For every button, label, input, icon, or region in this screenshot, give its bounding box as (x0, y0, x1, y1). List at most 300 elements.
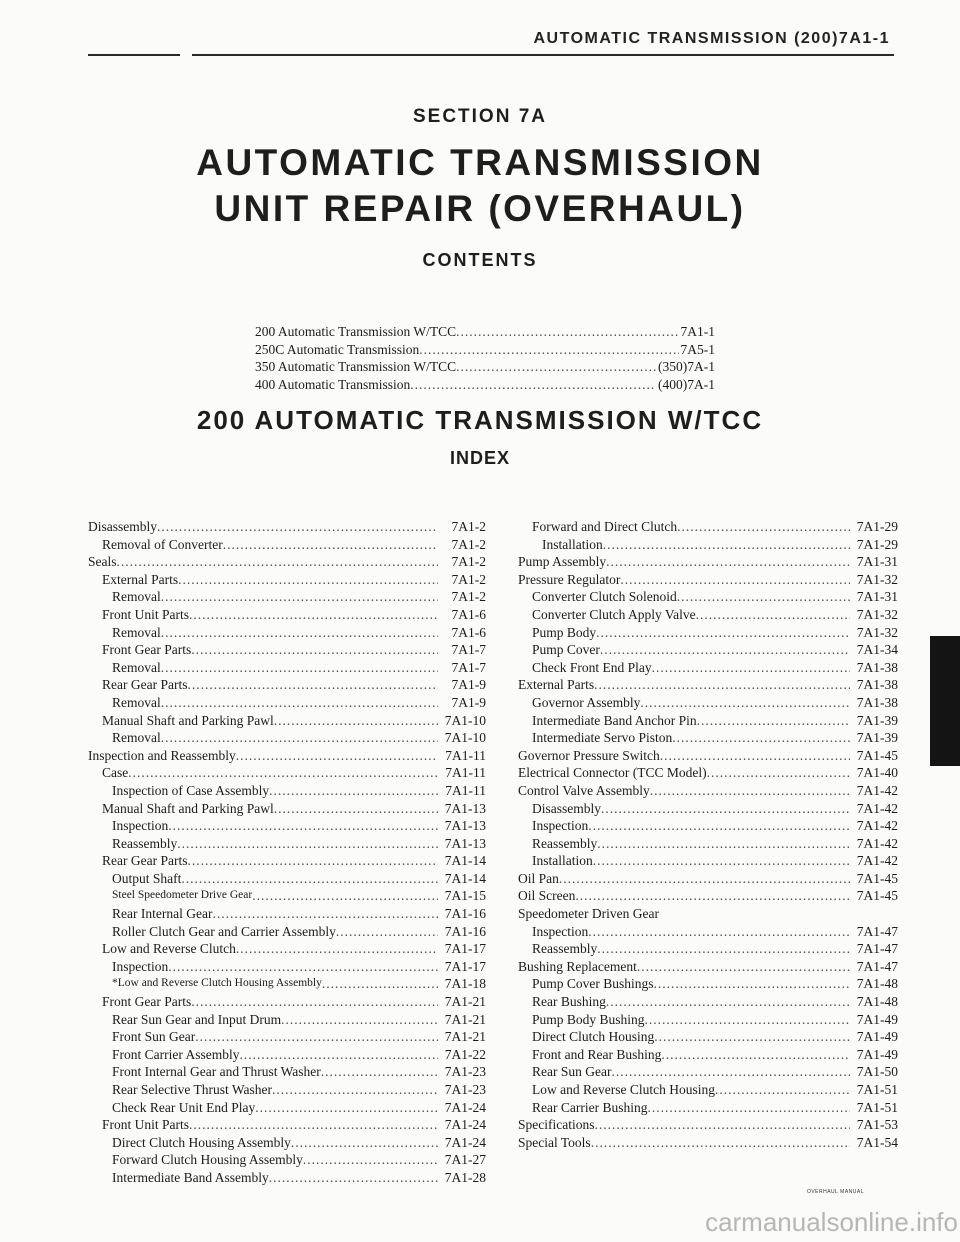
section-label: SECTION 7A (412, 106, 548, 127)
index-entry[interactable] (88, 729, 486, 747)
leader-dots (178, 571, 438, 589)
index-column-left (88, 518, 486, 1187)
index-entry[interactable] (88, 905, 486, 923)
index-entry-title: Converter Clutch Solenoid (532, 589, 677, 605)
contents-list (255, 323, 715, 393)
index-entry[interactable] (88, 571, 486, 589)
index-entry-title: Rear Bushing (532, 994, 606, 1010)
leader-dots (272, 1081, 438, 1099)
index-entry[interactable] (518, 624, 898, 642)
leader-dots (161, 659, 438, 677)
index-entry-page: 7A1-47 (856, 923, 898, 939)
index-entry-page: 7A1-38 (856, 677, 898, 693)
index-entry[interactable] (518, 518, 898, 536)
main-title-line-1: AUTOMATIC TRANSMISSION (196, 142, 764, 183)
leader-dots (274, 800, 438, 818)
main-title-line-2: UNIT REPAIR (OVERHAUL) (214, 188, 746, 229)
index-entry[interactable] (518, 817, 898, 835)
index-entry[interactable] (518, 729, 898, 747)
leader-dots (212, 905, 438, 923)
index-entry-page: 7A1-27 (444, 1152, 486, 1168)
leader-dots (652, 659, 850, 677)
index-entry-title: Direct Clutch Housing (532, 1029, 655, 1045)
index-entry-title: Low and Reverse Clutch Housing (532, 1082, 715, 1097)
index-entry[interactable] (88, 1011, 486, 1029)
index-entry[interactable] (518, 1028, 898, 1046)
subsection-title: 200 AUTOMATIC TRANSMISSION W/TCC (196, 405, 764, 435)
index-entry[interactable] (88, 1134, 486, 1152)
index-entry-page: 7A1-7 (451, 642, 486, 658)
index-entry[interactable] (88, 817, 486, 835)
index-entry-title: Removal (112, 730, 161, 746)
leader-dots (601, 800, 850, 818)
index-entry-page: 7A1-11 (445, 765, 486, 781)
index-entry[interactable] (88, 923, 486, 941)
index-entry[interactable] (88, 1046, 486, 1064)
index-entry-page: 7A1-32 (856, 571, 898, 587)
leader-dots (660, 747, 850, 765)
leader-dots (677, 518, 850, 536)
leader-dots (697, 712, 850, 730)
index-entry-page (850, 905, 898, 923)
index-entry[interactable] (88, 1028, 486, 1046)
index-entry-page: 7A1-2 (451, 554, 486, 570)
leader-dots (596, 624, 850, 642)
index-entry[interactable] (518, 747, 898, 765)
index-entry-title: Electrical Connector (TCC Model) (518, 765, 707, 781)
index-entry[interactable] (518, 852, 898, 870)
index-entry[interactable] (518, 923, 898, 941)
index-entry-page: 7A1-47 (856, 941, 898, 957)
index-entry-page: 7A1-38 (856, 694, 898, 710)
index-entry[interactable] (518, 870, 898, 888)
index-entry[interactable] (88, 1151, 486, 1169)
leader-dots (236, 940, 438, 958)
index-entry[interactable] (88, 553, 486, 571)
index-entry-page: 7A1-49 (856, 1029, 898, 1045)
index-entry-page: 7A1-42 (856, 782, 898, 798)
leader-dots (597, 940, 850, 958)
index-entry-title: Converter Clutch Apply Valve (532, 606, 696, 622)
index-entry[interactable] (518, 887, 898, 905)
leader-dots (593, 852, 850, 870)
index-entry-page: 7A1-29 (856, 536, 898, 552)
index-entry-page: 7A1-42 (856, 800, 898, 816)
index-entry-page: 7A1-32 (856, 606, 898, 622)
leader-dots (707, 764, 850, 782)
index-entry-title: Inspection of Case Assembly (112, 782, 270, 798)
index-entry-page: 7A1-17 (444, 941, 486, 957)
index-entry-page: 7A1-42 (856, 835, 898, 851)
index-entry[interactable] (88, 975, 486, 993)
index-entry-page: 7A1-21 (444, 1011, 486, 1027)
leader-dots (322, 975, 438, 993)
index-entry[interactable] (518, 800, 898, 818)
index-entry-title: Removal (112, 589, 161, 605)
contents-entry-page: (400)7A-1 (658, 376, 715, 392)
index-entry[interactable] (88, 518, 486, 536)
leader-dots (696, 606, 850, 624)
index-entry-page: 7A1-48 (856, 976, 898, 992)
index-entry-title: Roller Clutch Gear and Carrier Assembly (112, 923, 336, 939)
leader-dots (456, 323, 678, 341)
index-entry-page: 7A1-23 (444, 1064, 486, 1080)
index-entry-page: 7A1-47 (856, 958, 898, 974)
index-entry-title: Rear Sun Gear and Input Drum (112, 1011, 282, 1027)
index-entry-title: Rear Selective Thrust Washer (112, 1082, 272, 1097)
index-entry-page: 7A1-51 (856, 1082, 898, 1097)
leader-dots (654, 1028, 850, 1046)
index-entry[interactable] (88, 887, 486, 905)
index-entry[interactable] (88, 958, 486, 976)
leader-dots (269, 782, 438, 800)
index-entry-title: Reassembly (532, 835, 598, 851)
index-entry-title: Disassembly (532, 800, 601, 816)
index-entry-page: 7A1-10 (444, 730, 486, 746)
index-entry[interactable] (88, 782, 486, 800)
running-header (0, 0, 960, 70)
index-entry[interactable] (518, 782, 898, 800)
index-entry[interactable] (518, 1063, 898, 1081)
leader-dots (661, 1046, 850, 1064)
leader-dots (195, 1028, 438, 1046)
contents-entry-title: 200 Automatic Transmission W/TCC (255, 324, 457, 339)
index-entry-page: 7A1-51 (856, 1099, 898, 1115)
index-entry[interactable] (88, 712, 486, 730)
index-entry-title: Oil Screen (518, 888, 576, 904)
leader-dots (240, 1046, 439, 1064)
leader-dots (594, 1116, 850, 1134)
leader-dots (603, 536, 850, 554)
index-entry[interactable] (88, 676, 486, 694)
index-entry-page: 7A1-23 (444, 1082, 486, 1097)
index-entry[interactable] (518, 764, 898, 782)
index-entry-page: 7A1-6 (451, 624, 486, 640)
index-entry-title: External Parts (102, 571, 179, 587)
index-entry[interactable] (518, 694, 898, 712)
index-entry-page: 7A1-13 (444, 835, 486, 851)
index-entry-page: 7A1-39 (856, 730, 898, 746)
index-entry[interactable] (518, 1116, 898, 1134)
index-entry-page: 7A1-45 (856, 747, 898, 763)
index-entry-page: 7A1-9 (451, 677, 486, 693)
index-entry-title: Check Front End Play (532, 659, 652, 675)
index-entry[interactable] (518, 1099, 898, 1117)
running-header-title: AUTOMATIC TRANSMISSION (200)7A1-1 (533, 30, 890, 47)
index-entry[interactable] (518, 993, 898, 1011)
leader-dots (647, 1099, 850, 1117)
index-entry-title: Governor Pressure Switch (518, 747, 660, 763)
index-entry[interactable] (88, 747, 486, 765)
leader-dots (410, 376, 656, 394)
index-entry-title: External Parts (518, 677, 595, 693)
index-entry-page: 7A1-42 (856, 818, 898, 834)
index-entry-page: 7A1-14 (444, 853, 486, 869)
index-entry[interactable] (88, 1116, 486, 1134)
leader-dots (588, 817, 850, 835)
index-entry-title: Special Tools (518, 1134, 591, 1150)
index-entry[interactable] (88, 940, 486, 958)
index-entry-page: 7A1-15 (444, 888, 486, 904)
index-entry-page: 7A1-13 (444, 818, 486, 834)
leader-dots (715, 1081, 850, 1099)
index-entry[interactable] (518, 1046, 898, 1064)
contents-entry[interactable] (255, 323, 715, 341)
index-entry-title: Front Carrier Assembly (112, 1046, 240, 1062)
contents-entry[interactable] (255, 341, 715, 359)
leader-dots (575, 887, 850, 905)
index-entry[interactable] (88, 835, 486, 853)
index-entry[interactable] (518, 641, 898, 659)
index-entry[interactable] (518, 835, 898, 853)
index-entry-page: 7A1-11 (445, 782, 486, 798)
index-entry[interactable] (518, 588, 898, 606)
index-entry[interactable] (518, 676, 898, 694)
contents-heading: CONTENTS (422, 250, 538, 270)
index-entry[interactable] (518, 940, 898, 958)
index-entry-page: 7A1-9 (451, 694, 486, 710)
index-entry-title: Front and Rear Bushing (532, 1046, 662, 1062)
index-entry-title: Removal (112, 659, 161, 675)
index-entry-page: 7A1-45 (856, 870, 898, 886)
index-entry-page: 7A1-16 (444, 923, 486, 939)
leader-dots (191, 993, 438, 1011)
index-entry-page: 7A1-22 (444, 1046, 486, 1062)
header-rule (88, 54, 894, 56)
index-entry-title: Specifications (518, 1117, 595, 1133)
index-entry-title: Removal (112, 624, 161, 640)
index-entry[interactable] (88, 606, 486, 624)
index-entry-title: Seals (88, 554, 117, 570)
leader-dots (336, 923, 438, 941)
index-entry-title: Case (102, 765, 129, 781)
index-entry[interactable] (88, 641, 486, 659)
index-entry-title: Manual Shaft and Parking Pawl (102, 800, 274, 816)
leader-dots (128, 764, 438, 782)
leader-dots (117, 553, 439, 571)
index-entry-title: Removal of Converter (102, 536, 223, 552)
index-entry[interactable] (88, 694, 486, 712)
index-entry-page: 7A1-24 (444, 1134, 486, 1150)
index-entry-title: Reassembly (532, 941, 598, 957)
index-entry-page: 7A1-42 (856, 853, 898, 869)
contents-entry-title: 350 Automatic Transmission W/TCC (255, 359, 457, 374)
leader-dots (161, 624, 438, 642)
leader-dots (161, 694, 438, 712)
leader-dots (597, 835, 850, 853)
contents-entry-page: 7A5-1 (680, 341, 715, 357)
index-entry-title: Output Shaft (112, 870, 182, 886)
leader-dots (645, 1011, 850, 1029)
index-entry-title: Rear Sun Gear (532, 1064, 612, 1080)
leader-dots (255, 1099, 438, 1117)
index-entry[interactable] (88, 1063, 486, 1081)
index-entry-page: 7A1-14 (444, 870, 486, 886)
index-entry-page: 7A1-24 (444, 1099, 486, 1115)
leader-dots (672, 729, 850, 747)
leader-dots (611, 1063, 850, 1081)
leader-dots (640, 694, 850, 712)
index-entry-title: Inspection and Reassembly (88, 747, 236, 763)
index-column-right (518, 518, 898, 1151)
index-entry-title: Pressure Regulator (518, 571, 621, 587)
leader-dots (588, 923, 850, 941)
index-entry[interactable] (518, 606, 898, 624)
index-entry-title: Pump Body (532, 624, 597, 640)
leader-dots (252, 887, 438, 905)
leader-dots (161, 588, 438, 606)
contents-entry[interactable] (255, 376, 715, 394)
leader-dots (187, 676, 438, 694)
index-entry[interactable] (88, 852, 486, 870)
leader-dots (303, 1151, 438, 1169)
index-entry-title: Intermediate Band Assembly (112, 1169, 269, 1185)
leader-dots (591, 1134, 850, 1152)
index-entry[interactable] (88, 536, 486, 554)
index-entry-title: Installation (532, 853, 593, 869)
index-entry[interactable] (518, 1081, 898, 1099)
index-entry-page: 7A1-50 (856, 1064, 898, 1080)
index-entry-page: 7A1-13 (444, 800, 486, 816)
leader-dots (236, 747, 438, 765)
index-entry-title: Rear Gear Parts (102, 677, 188, 693)
index-entry[interactable] (88, 659, 486, 677)
leader-dots (223, 536, 438, 554)
leader-dots (677, 588, 850, 606)
index-entry[interactable] (518, 659, 898, 677)
index-entry-page: 7A1-32 (856, 624, 898, 640)
index-entry-page: 7A1-2 (451, 519, 486, 534)
index-entry-title: Speedometer Driven Gear (518, 906, 659, 922)
leader-dots (620, 571, 850, 589)
index-entry-page: 7A1-54 (856, 1134, 898, 1150)
leader-dots (274, 712, 438, 730)
index-entry[interactable] (518, 1134, 898, 1152)
index-entry-page: 7A1-10 (444, 712, 486, 728)
index-entry[interactable] (518, 975, 898, 993)
index-entry-title: Front Gear Parts (102, 642, 192, 658)
index-entry[interactable] (88, 1081, 486, 1099)
leader-dots (600, 641, 850, 659)
index-entry-title: Rear Carrier Bushing (532, 1099, 648, 1115)
index-entry-title: Front Sun Gear (112, 1029, 196, 1045)
watermark: carmanualsonline.info (705, 1207, 958, 1237)
index-entry-title: Front Gear Parts (102, 994, 192, 1010)
index-entry-page: 7A1-16 (444, 906, 486, 922)
index-entry-title: Front Unit Parts (102, 1117, 190, 1133)
index-entry[interactable] (88, 624, 486, 642)
index-entry[interactable] (518, 1011, 898, 1029)
index-entry-title: Installation (542, 536, 603, 552)
leader-dots (594, 676, 850, 694)
index-entry-title: Inspection (112, 958, 169, 974)
index-entry-title: Manual Shaft and Parking Pawl (102, 712, 274, 728)
main-title (0, 140, 960, 232)
index-entry-page: 7A1-21 (444, 1029, 486, 1045)
index-entry-title: Removal (112, 694, 161, 710)
index-entry[interactable] (88, 993, 486, 1011)
index-entry[interactable] (88, 588, 486, 606)
contents-entry[interactable] (255, 358, 715, 376)
index-entry-title: Rear Gear Parts (102, 853, 188, 869)
index-entry-title: Control Valve Assembly (518, 782, 650, 798)
index-entry-page: 7A1-48 (856, 994, 898, 1010)
index-entry[interactable] (518, 571, 898, 589)
index-entry-page: 7A1-7 (451, 659, 486, 675)
index-entry-title: Low and Reverse Clutch (102, 941, 236, 957)
index-entry-title: Inspection (112, 818, 169, 834)
index-entry-title: Front Internal Gear and Thrust Washer (112, 1064, 321, 1080)
index-entry[interactable] (518, 712, 898, 730)
leader-dots (606, 553, 850, 571)
leader-dots (559, 870, 850, 888)
leader-dots (189, 1116, 438, 1134)
index-entry-title: Pump Cover Bushings (532, 976, 654, 992)
leader-dots (637, 958, 850, 976)
index-entry[interactable] (88, 870, 486, 888)
leader-dots (291, 1134, 438, 1152)
index-entry-title: *Low and Reverse Clutch Housing Assembly (112, 977, 322, 990)
index-entry-page: 7A1-40 (856, 765, 898, 781)
leader-dots (606, 993, 850, 1011)
index-entry[interactable] (88, 800, 486, 818)
index-entry-title: Pump Cover (532, 642, 600, 658)
index-entry-page: 7A1-2 (451, 589, 486, 605)
leader-dots (654, 975, 850, 993)
leader-dots (650, 782, 850, 800)
index-entry-page: 7A1-21 (444, 994, 486, 1010)
leader-dots (187, 852, 438, 870)
footer-mark: OVERHAUL MANUAL (806, 1189, 864, 1195)
index-entry[interactable] (518, 536, 898, 554)
index-entry-title: Disassembly (88, 519, 157, 534)
index-entry[interactable] (88, 1169, 486, 1187)
index-entry-title: Front Unit Parts (102, 606, 190, 622)
leader-dots (177, 835, 438, 853)
index-entry[interactable] (88, 764, 486, 782)
leader-dots (269, 1169, 438, 1187)
leader-dots (161, 729, 438, 747)
index-entry-title: Rear Internal Gear (112, 906, 213, 922)
index-entry-page: 7A1-38 (856, 659, 898, 675)
index-entry-page: 7A1-34 (856, 642, 898, 658)
index-entry-page: 7A1-24 (444, 1117, 486, 1133)
index-entry-title: Check Rear Unit End Play (112, 1099, 256, 1115)
index-heading: INDEX (449, 448, 510, 468)
index-entry-title: Forward and Direct Clutch (532, 519, 678, 534)
index-entry-page: 7A1-31 (856, 589, 898, 605)
index-entry-page: 7A1-49 (856, 1046, 898, 1062)
leader-dots (659, 905, 850, 923)
index-entry-title: Intermediate Band Anchor Pin (532, 712, 697, 728)
index-entry[interactable] (518, 905, 898, 923)
contents-entry-title: 250C Automatic Transmission (255, 341, 420, 357)
index-entry-title: Direct Clutch Housing Assembly (112, 1134, 291, 1150)
index-entry[interactable] (518, 958, 898, 976)
leader-dots (168, 817, 438, 835)
index-entry-title: Intermediate Servo Piston (532, 730, 673, 746)
index-entry-page: 7A1-39 (856, 712, 898, 728)
contents-entry-title: 400 Automatic Transmission (255, 376, 411, 392)
header-rule-break (180, 53, 192, 57)
leader-dots (456, 358, 656, 376)
index-entry[interactable] (88, 1099, 486, 1117)
leader-dots (419, 341, 678, 359)
leader-dots (181, 870, 438, 888)
index-entry-title: Pump Body Bushing (532, 1011, 645, 1027)
index-entry-page: 7A1-6 (451, 606, 486, 622)
index-entry[interactable] (518, 553, 898, 571)
